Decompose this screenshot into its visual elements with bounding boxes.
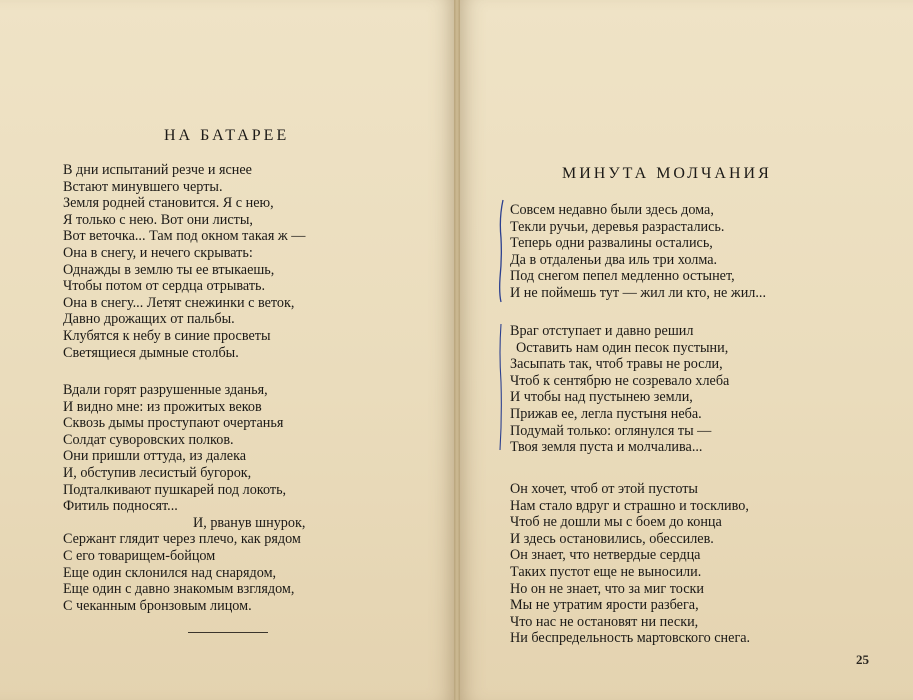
poem-line: Подумай только: оглянулся ты — [510,422,712,439]
ink-margin-mark [496,322,506,452]
right-stanza-3 [510,481,750,647]
poem-line: Мы не утратим ярости разбега, [510,597,699,614]
ink-margin-mark [496,198,506,304]
poem-line: Что нас не остановят ни пески, [510,613,699,630]
poem-line: С его товарищем-бойцом [63,547,216,564]
poem-line: Но он не знает, что за миг тоски [510,580,704,597]
poem-line: Он знает, что нетвердые сердца [510,547,701,564]
poem-line: Светящиеся дымные столбы. [63,344,239,361]
poem-line: Еще один с давно знакомым взглядом, [63,581,295,598]
poem-line: И чтобы над пустынею земли, [510,389,693,406]
poem-line: Встают минувшего черты. [63,178,223,195]
poem-line: Совсем недавно были здесь дома, [510,202,714,218]
poem-line: Земля родней становится. Я с нею, [63,195,274,212]
poem-line: Враг отступает и давно решил [510,323,694,339]
poem-line: Я только с нею. Вот они листы, [63,211,253,228]
poem-line: Ни беспредельность мартовского снега. [510,630,751,647]
poem-line: Он хочет, чтоб от этой пустоты [510,481,698,497]
end-rule-divider [188,632,268,633]
poem-line: Клубятся к небу в синие просветы [63,327,271,344]
poem-line: И видно мне: из прожитых веков [63,398,262,415]
poem-line: Чтобы потом от сердца отрывать. [63,278,266,295]
right-stanza-1 [510,202,766,302]
poem-line: И, рванув шнурок, [193,514,306,531]
poem-line: Теперь одни развалины остались, [510,235,713,252]
poem-line: Чтоб к сентябрю не созревало хлеба [510,372,730,389]
poem-line: Подталкивают пушкарей под локоть, [63,481,287,498]
poem-line: Текли ручьи, деревья разрастались. [510,218,725,235]
poem-line: С чеканным бронзовым лицом. [63,597,252,614]
poem-line: И, обступив лесистый бугорок, [63,464,252,481]
left-stanza-1 [63,162,305,361]
left-stanza-2 [63,382,305,614]
right-stanza-2 [510,323,729,456]
poem-line: И здесь остановились, обессилев. [510,530,714,547]
poem-line: Под снегом пепел медленно остынет, [510,268,735,285]
poem-line: Сквозь дымы проступают очертанья [63,415,284,432]
poem-line: Таких пустот еще не выносили. [510,563,702,580]
poem-line: Прижав ее, легла пустыня неба. [510,405,702,422]
poem-line: Давно дрожащих от пальбы. [63,311,235,328]
poem-line: Фитиль подносят... [63,498,178,515]
poem-line: Вот веточка... Там под окном такая ж — [63,228,306,245]
poem-line: Вдали горят разрушенные зданья, [63,382,268,398]
poem-line: Засыпать так, чтоб травы не росли, [510,356,723,373]
right-poem-title: МИНУТА МОЛЧАНИЯ [562,165,772,182]
poem-line: Нам стало вдруг и страшно и тоскливо, [510,497,749,514]
poem-line: Оставить нам один песок пустыни, [516,339,729,356]
book-spine [454,0,460,700]
poem-line: Она в снегу... Летят снежинки с веток, [63,294,295,311]
poem-line: Еще один склонился над снарядом, [63,564,277,581]
poem-line: Солдат суворовских полков. [63,431,234,448]
poem-line: И не поймешь тут — жил ли кто, не жил... [510,284,767,301]
page-number: 25 [856,652,869,667]
left-poem-title: НА БАТАРЕЕ [164,127,290,144]
poem-line: Однажды в землю ты ее втыкаешь, [63,261,275,278]
poem-line: Да в отдаленьи два иль три холма. [510,251,718,268]
poem-line: Твоя земля пуста и молчалива... [510,439,703,456]
poem-line: Она в снегу, и нечего скрывать: [63,244,253,261]
poem-line: В дни испытаний резче и яснее [63,162,252,178]
poem-line: Чтоб не дошли мы с боем до конца [510,514,722,531]
poem-line: Сержант глядит через плечо, как рядом [63,531,301,548]
poem-line: Они пришли оттуда, из далека [63,448,247,465]
